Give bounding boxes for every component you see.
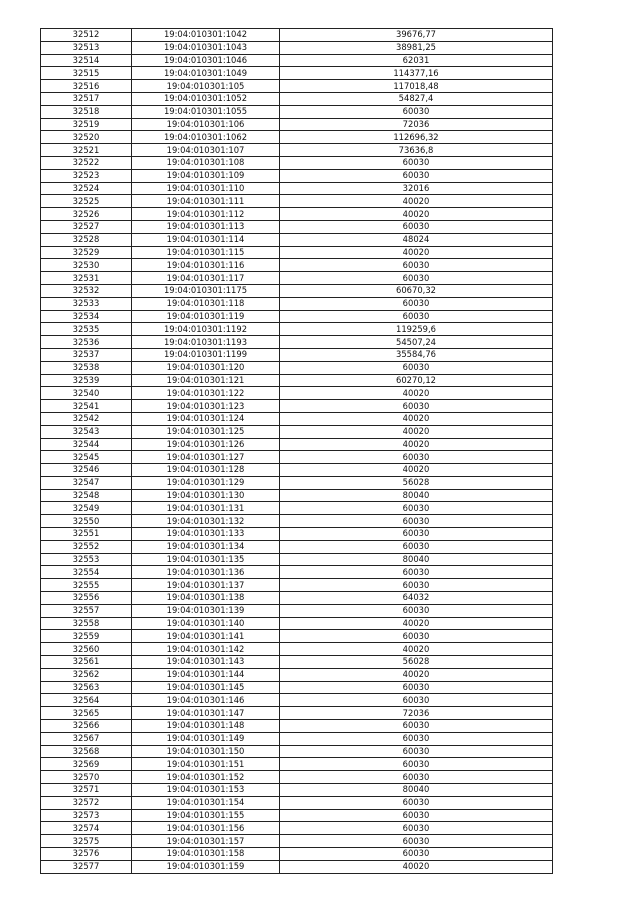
table-row xyxy=(41,528,553,541)
table-row xyxy=(41,540,553,553)
cadastral-number-cell: 19:04:010301:147 xyxy=(132,707,280,720)
cadastral-number-cell: 19:04:010301:131 xyxy=(132,502,280,515)
row-number-cell: 32575 xyxy=(41,835,132,848)
value-cell: 60030 xyxy=(280,809,553,822)
row-number-cell: 32550 xyxy=(41,515,132,528)
row-number-cell: 32564 xyxy=(41,694,132,707)
value-cell: 40020 xyxy=(280,643,553,656)
row-number-cell: 32570 xyxy=(41,771,132,784)
cadastral-number-cell: 19:04:010301:146 xyxy=(132,694,280,707)
cadastral-number-cell: 19:04:010301:119 xyxy=(132,310,280,323)
value-cell: 114377,16 xyxy=(280,67,553,80)
row-number-cell: 32569 xyxy=(41,758,132,771)
row-number-cell: 32530 xyxy=(41,259,132,272)
table-row xyxy=(41,144,553,157)
value-cell: 60030 xyxy=(280,796,553,809)
row-number-cell: 32512 xyxy=(41,29,132,42)
table-row xyxy=(41,425,553,438)
value-cell: 54507,24 xyxy=(280,336,553,349)
table-row xyxy=(41,29,553,42)
row-number-cell: 32558 xyxy=(41,617,132,630)
cadastral-number-cell: 19:04:010301:1052 xyxy=(132,92,280,105)
row-number-cell: 32523 xyxy=(41,169,132,182)
cadastral-number-cell: 19:04:010301:132 xyxy=(132,515,280,528)
cadastral-number-cell: 19:04:010301:110 xyxy=(132,182,280,195)
row-number-cell: 32539 xyxy=(41,374,132,387)
cadastral-number-cell: 19:04:010301:105 xyxy=(132,80,280,93)
cadastral-number-cell: 19:04:010301:142 xyxy=(132,643,280,656)
cadastral-number-cell: 19:04:010301:1046 xyxy=(132,54,280,67)
row-number-cell: 32532 xyxy=(41,284,132,297)
row-number-cell: 32542 xyxy=(41,412,132,425)
value-cell: 60030 xyxy=(280,515,553,528)
row-number-cell: 32534 xyxy=(41,310,132,323)
cadastral-number-cell: 19:04:010301:113 xyxy=(132,220,280,233)
value-cell: 60030 xyxy=(280,822,553,835)
row-number-cell: 32517 xyxy=(41,92,132,105)
row-number-cell: 32537 xyxy=(41,348,132,361)
table-row xyxy=(41,771,553,784)
value-cell: 60030 xyxy=(280,835,553,848)
row-number-cell: 32528 xyxy=(41,233,132,246)
table-row xyxy=(41,323,553,336)
value-cell: 80040 xyxy=(280,489,553,502)
table-row xyxy=(41,822,553,835)
row-number-cell: 32555 xyxy=(41,579,132,592)
cadastral-number-cell: 19:04:010301:1043 xyxy=(132,41,280,54)
value-cell: 60030 xyxy=(280,451,553,464)
table-body xyxy=(41,29,553,874)
value-cell: 60030 xyxy=(280,502,553,515)
table-row xyxy=(41,592,553,605)
table-row xyxy=(41,336,553,349)
table-row xyxy=(41,182,553,195)
value-cell: 56028 xyxy=(280,476,553,489)
value-cell: 117018,48 xyxy=(280,80,553,93)
table-row xyxy=(41,195,553,208)
cadastral-number-cell: 19:04:010301:1055 xyxy=(132,105,280,118)
cadastral-number-cell: 19:04:010301:1192 xyxy=(132,323,280,336)
table-row xyxy=(41,515,553,528)
value-cell: 62031 xyxy=(280,54,553,67)
row-number-cell: 32514 xyxy=(41,54,132,67)
cadastral-number-cell: 19:04:010301:133 xyxy=(132,528,280,541)
row-number-cell: 32535 xyxy=(41,323,132,336)
table-row xyxy=(41,67,553,80)
value-cell: 48024 xyxy=(280,233,553,246)
value-cell: 60030 xyxy=(280,681,553,694)
value-cell: 60030 xyxy=(280,259,553,272)
row-number-cell: 32545 xyxy=(41,451,132,464)
cadastral-number-cell: 19:04:010301:130 xyxy=(132,489,280,502)
value-cell: 72036 xyxy=(280,118,553,131)
table-row xyxy=(41,464,553,477)
row-number-cell: 32540 xyxy=(41,387,132,400)
row-number-cell: 32547 xyxy=(41,476,132,489)
table-row xyxy=(41,374,553,387)
table-row xyxy=(41,131,553,144)
cadastral-number-cell: 19:04:010301:118 xyxy=(132,297,280,310)
value-cell: 80040 xyxy=(280,784,553,797)
cadastral-number-cell: 19:04:010301:116 xyxy=(132,259,280,272)
cadastral-number-cell: 19:04:010301:157 xyxy=(132,835,280,848)
table-row xyxy=(41,796,553,809)
value-cell: 60270,12 xyxy=(280,374,553,387)
row-number-cell: 32526 xyxy=(41,208,132,221)
table-row xyxy=(41,220,553,233)
value-cell: 60030 xyxy=(280,540,553,553)
value-cell: 40020 xyxy=(280,617,553,630)
cadastral-number-cell: 19:04:010301:106 xyxy=(132,118,280,131)
table-row xyxy=(41,387,553,400)
table-row xyxy=(41,412,553,425)
cadastral-number-cell: 19:04:010301:1175 xyxy=(132,284,280,297)
row-number-cell: 32568 xyxy=(41,745,132,758)
table-row xyxy=(41,732,553,745)
row-number-cell: 32557 xyxy=(41,604,132,617)
table-row xyxy=(41,451,553,464)
cadastral-number-cell: 19:04:010301:117 xyxy=(132,272,280,285)
cadastral-number-cell: 19:04:010301:107 xyxy=(132,144,280,157)
row-number-cell: 32559 xyxy=(41,630,132,643)
row-number-cell: 32531 xyxy=(41,272,132,285)
cadastral-number-cell: 19:04:010301:127 xyxy=(132,451,280,464)
value-cell: 35584,76 xyxy=(280,348,553,361)
table-row xyxy=(41,617,553,630)
cadastral-number-cell: 19:04:010301:126 xyxy=(132,438,280,451)
table-row xyxy=(41,579,553,592)
row-number-cell: 32548 xyxy=(41,489,132,502)
table-row xyxy=(41,105,553,118)
row-number-cell: 32560 xyxy=(41,643,132,656)
table-row xyxy=(41,54,553,67)
data-table xyxy=(40,28,553,874)
value-cell: 40020 xyxy=(280,412,553,425)
table-row xyxy=(41,438,553,451)
cadastral-number-cell: 19:04:010301:1062 xyxy=(132,131,280,144)
value-cell: 60030 xyxy=(280,220,553,233)
cadastral-number-cell: 19:04:010301:150 xyxy=(132,745,280,758)
value-cell: 60030 xyxy=(280,630,553,643)
table-row xyxy=(41,92,553,105)
cadastral-number-cell: 19:04:010301:1042 xyxy=(132,29,280,42)
cadastral-number-cell: 19:04:010301:128 xyxy=(132,464,280,477)
value-cell: 112696,32 xyxy=(280,131,553,144)
table-row xyxy=(41,745,553,758)
table-row xyxy=(41,208,553,221)
value-cell: 60030 xyxy=(280,566,553,579)
table-row xyxy=(41,310,553,323)
cadastral-number-cell: 19:04:010301:121 xyxy=(132,374,280,387)
table-row xyxy=(41,694,553,707)
row-number-cell: 32529 xyxy=(41,246,132,259)
value-cell: 60030 xyxy=(280,694,553,707)
row-number-cell: 32541 xyxy=(41,400,132,413)
value-cell: 60030 xyxy=(280,732,553,745)
cadastral-number-cell: 19:04:010301:136 xyxy=(132,566,280,579)
table-row xyxy=(41,156,553,169)
table-row xyxy=(41,681,553,694)
row-number-cell: 32565 xyxy=(41,707,132,720)
value-cell: 60030 xyxy=(280,720,553,733)
cadastral-number-cell: 19:04:010301:114 xyxy=(132,233,280,246)
table-row xyxy=(41,400,553,413)
table-row xyxy=(41,668,553,681)
table-row xyxy=(41,284,553,297)
table-row xyxy=(41,41,553,54)
value-cell: 40020 xyxy=(280,464,553,477)
cadastral-number-cell: 19:04:010301:108 xyxy=(132,156,280,169)
cadastral-number-cell: 19:04:010301:151 xyxy=(132,758,280,771)
row-number-cell: 32562 xyxy=(41,668,132,681)
row-number-cell: 32546 xyxy=(41,464,132,477)
table-row xyxy=(41,361,553,374)
row-number-cell: 32515 xyxy=(41,67,132,80)
value-cell: 73636,8 xyxy=(280,144,553,157)
row-number-cell: 32538 xyxy=(41,361,132,374)
cadastral-number-cell: 19:04:010301:112 xyxy=(132,208,280,221)
cadastral-number-cell: 19:04:010301:125 xyxy=(132,425,280,438)
cadastral-number-cell: 19:04:010301:122 xyxy=(132,387,280,400)
value-cell: 40020 xyxy=(280,860,553,873)
table-row xyxy=(41,860,553,873)
cadastral-number-cell: 19:04:010301:148 xyxy=(132,720,280,733)
cadastral-number-cell: 19:04:010301:153 xyxy=(132,784,280,797)
row-number-cell: 32563 xyxy=(41,681,132,694)
row-number-cell: 32574 xyxy=(41,822,132,835)
row-number-cell: 32573 xyxy=(41,809,132,822)
cadastral-number-cell: 19:04:010301:141 xyxy=(132,630,280,643)
value-cell: 60030 xyxy=(280,361,553,374)
row-number-cell: 32554 xyxy=(41,566,132,579)
row-number-cell: 32553 xyxy=(41,553,132,566)
row-number-cell: 32561 xyxy=(41,656,132,669)
table-row xyxy=(41,272,553,285)
row-number-cell: 32566 xyxy=(41,720,132,733)
value-cell: 60030 xyxy=(280,848,553,861)
table-row xyxy=(41,476,553,489)
value-cell: 60030 xyxy=(280,105,553,118)
value-cell: 60030 xyxy=(280,272,553,285)
value-cell: 60030 xyxy=(280,579,553,592)
table-row xyxy=(41,566,553,579)
row-number-cell: 32518 xyxy=(41,105,132,118)
row-number-cell: 32577 xyxy=(41,860,132,873)
row-number-cell: 32527 xyxy=(41,220,132,233)
table-row xyxy=(41,169,553,182)
table-row xyxy=(41,848,553,861)
value-cell: 40020 xyxy=(280,668,553,681)
cadastral-number-cell: 19:04:010301:124 xyxy=(132,412,280,425)
row-number-cell: 32549 xyxy=(41,502,132,515)
value-cell: 60030 xyxy=(280,771,553,784)
row-number-cell: 32544 xyxy=(41,438,132,451)
cadastral-number-cell: 19:04:010301:123 xyxy=(132,400,280,413)
table-row xyxy=(41,630,553,643)
value-cell: 39676,77 xyxy=(280,29,553,42)
row-number-cell: 32572 xyxy=(41,796,132,809)
table-row xyxy=(41,489,553,502)
value-cell: 80040 xyxy=(280,553,553,566)
cadastral-number-cell: 19:04:010301:1193 xyxy=(132,336,280,349)
table-row xyxy=(41,720,553,733)
cadastral-number-cell: 19:04:010301:120 xyxy=(132,361,280,374)
table-row xyxy=(41,604,553,617)
row-number-cell: 32519 xyxy=(41,118,132,131)
value-cell: 60030 xyxy=(280,169,553,182)
cadastral-number-cell: 19:04:010301:156 xyxy=(132,822,280,835)
value-cell: 60030 xyxy=(280,310,553,323)
value-cell: 60030 xyxy=(280,758,553,771)
table-row xyxy=(41,297,553,310)
row-number-cell: 32551 xyxy=(41,528,132,541)
cadastral-number-cell: 19:04:010301:158 xyxy=(132,848,280,861)
row-number-cell: 32522 xyxy=(41,156,132,169)
table-row xyxy=(41,348,553,361)
value-cell: 60030 xyxy=(280,156,553,169)
value-cell: 40020 xyxy=(280,246,553,259)
row-number-cell: 32516 xyxy=(41,80,132,93)
row-number-cell: 32533 xyxy=(41,297,132,310)
row-number-cell: 32543 xyxy=(41,425,132,438)
value-cell: 40020 xyxy=(280,425,553,438)
table-row xyxy=(41,809,553,822)
value-cell: 119259,6 xyxy=(280,323,553,336)
row-number-cell: 32576 xyxy=(41,848,132,861)
cadastral-number-cell: 19:04:010301:159 xyxy=(132,860,280,873)
value-cell: 32016 xyxy=(280,182,553,195)
value-cell: 40020 xyxy=(280,438,553,451)
table-row xyxy=(41,656,553,669)
row-number-cell: 32552 xyxy=(41,540,132,553)
value-cell: 72036 xyxy=(280,707,553,720)
value-cell: 64032 xyxy=(280,592,553,605)
value-cell: 40020 xyxy=(280,387,553,400)
cadastral-number-cell: 19:04:010301:135 xyxy=(132,553,280,566)
table-row xyxy=(41,553,553,566)
row-number-cell: 32524 xyxy=(41,182,132,195)
cadastral-number-cell: 19:04:010301:109 xyxy=(132,169,280,182)
cadastral-number-cell: 19:04:010301:154 xyxy=(132,796,280,809)
cadastral-number-cell: 19:04:010301:134 xyxy=(132,540,280,553)
cadastral-number-cell: 19:04:010301:143 xyxy=(132,656,280,669)
table-row xyxy=(41,502,553,515)
value-cell: 60030 xyxy=(280,297,553,310)
cadastral-number-cell: 19:04:010301:155 xyxy=(132,809,280,822)
cadastral-number-cell: 19:04:010301:1199 xyxy=(132,348,280,361)
value-cell: 60670,32 xyxy=(280,284,553,297)
value-cell: 40020 xyxy=(280,195,553,208)
row-number-cell: 32567 xyxy=(41,732,132,745)
cadastral-number-cell: 19:04:010301:111 xyxy=(132,195,280,208)
row-number-cell: 32536 xyxy=(41,336,132,349)
row-number-cell: 32520 xyxy=(41,131,132,144)
row-number-cell: 32571 xyxy=(41,784,132,797)
table-row xyxy=(41,643,553,656)
table-row xyxy=(41,758,553,771)
row-number-cell: 32525 xyxy=(41,195,132,208)
value-cell: 60030 xyxy=(280,528,553,541)
value-cell: 40020 xyxy=(280,208,553,221)
cadastral-number-cell: 19:04:010301:1049 xyxy=(132,67,280,80)
table-row xyxy=(41,118,553,131)
table-row xyxy=(41,784,553,797)
cadastral-number-cell: 19:04:010301:140 xyxy=(132,617,280,630)
cadastral-number-cell: 19:04:010301:152 xyxy=(132,771,280,784)
row-number-cell: 32521 xyxy=(41,144,132,157)
cadastral-number-cell: 19:04:010301:129 xyxy=(132,476,280,489)
cadastral-number-cell: 19:04:010301:137 xyxy=(132,579,280,592)
cadastral-number-cell: 19:04:010301:145 xyxy=(132,681,280,694)
table-row xyxy=(41,835,553,848)
cadastral-number-cell: 19:04:010301:115 xyxy=(132,246,280,259)
cadastral-number-cell: 19:04:010301:144 xyxy=(132,668,280,681)
table-row xyxy=(41,707,553,720)
table-row xyxy=(41,259,553,272)
value-cell: 60030 xyxy=(280,400,553,413)
value-cell: 60030 xyxy=(280,745,553,758)
cadastral-number-cell: 19:04:010301:149 xyxy=(132,732,280,745)
value-cell: 60030 xyxy=(280,604,553,617)
value-cell: 54827,4 xyxy=(280,92,553,105)
cadastral-number-cell: 19:04:010301:139 xyxy=(132,604,280,617)
value-cell: 38981,25 xyxy=(280,41,553,54)
cadastral-number-cell: 19:04:010301:138 xyxy=(132,592,280,605)
row-number-cell: 32513 xyxy=(41,41,132,54)
row-number-cell: 32556 xyxy=(41,592,132,605)
table-row xyxy=(41,80,553,93)
table-row xyxy=(41,246,553,259)
value-cell: 56028 xyxy=(280,656,553,669)
table-row xyxy=(41,233,553,246)
